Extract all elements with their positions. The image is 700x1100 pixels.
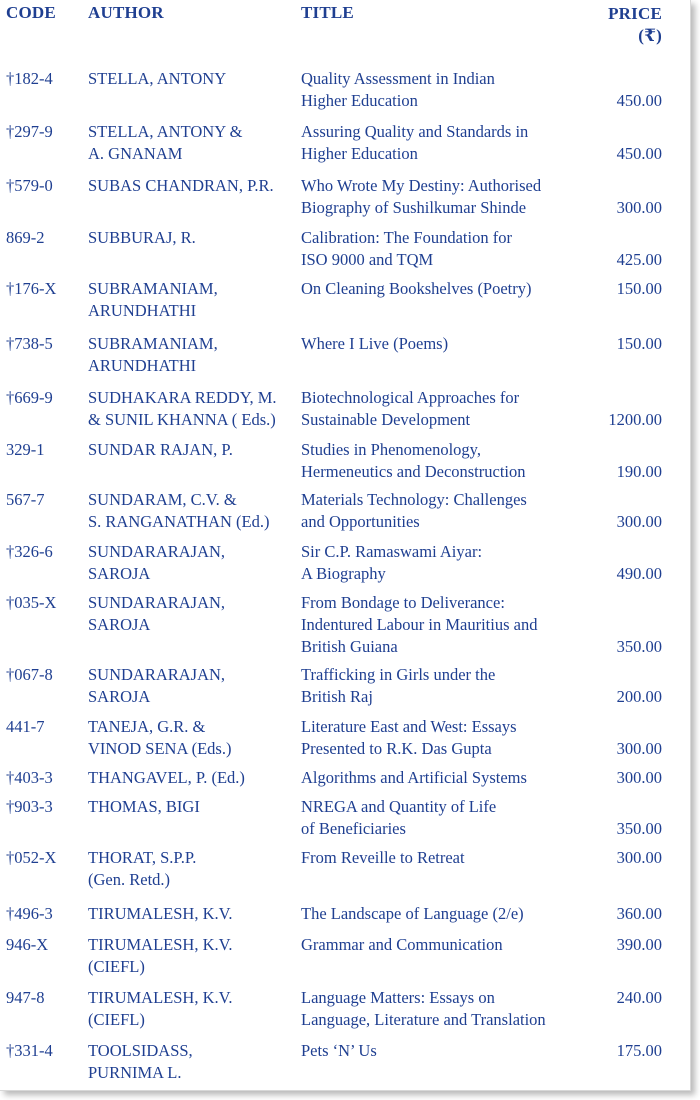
title-line: Language Matters: Essays on <box>301 988 495 1007</box>
book-title <box>301 1040 377 1062</box>
header-price-label: PRICE <box>608 4 662 23</box>
book-title <box>301 175 541 219</box>
author-line: TIRUMALESH, K.V. <box>88 988 233 1007</box>
title-line: Sir C.P. Ramaswami Aiyar: <box>301 542 483 561</box>
book-price: 490.00 <box>616 564 662 583</box>
header-price-currency: (₹) <box>638 26 662 45</box>
title-line: Indentured Labour in Mauritius and <box>301 615 538 634</box>
book-code: 946-X <box>6 935 49 954</box>
book-author <box>88 489 270 533</box>
book-code: †297-9 <box>6 122 53 141</box>
author-line: THOMAS, BIGI <box>88 797 200 816</box>
title-line: ISO 9000 and TQM <box>301 250 434 269</box>
author-line: VINOD SENA (Eds.) <box>88 739 232 758</box>
book-author <box>88 987 233 1031</box>
author-line: SUBBURAJ, R. <box>88 228 196 247</box>
book-author <box>88 767 245 789</box>
book-price: 150.00 <box>616 279 662 298</box>
author-line: STELLA, ANTONY & <box>88 122 243 141</box>
header-title: TITLE <box>301 3 354 22</box>
book-price: 425.00 <box>616 250 662 269</box>
book-price: 300.00 <box>616 739 662 758</box>
title-line: Materials Technology: Challenges <box>301 490 527 509</box>
book-code: †067-8 <box>6 665 53 684</box>
title-line: From Bondage to Deliverance: <box>301 593 505 612</box>
book-author <box>88 903 233 925</box>
title-line: Where I Live (Poems) <box>301 334 449 353</box>
author-line: SUNDARARAJAN, <box>88 542 226 561</box>
book-code: †903-3 <box>6 797 53 816</box>
book-code: 329-1 <box>6 440 45 459</box>
book-code: †326-6 <box>6 542 53 561</box>
author-line: SUBAS CHANDRAN, P.R. <box>88 176 274 195</box>
author-line: & SUNIL KHANNA ( Eds.) <box>88 410 276 429</box>
book-title <box>301 987 546 1031</box>
author-line: SAROJA <box>88 615 151 634</box>
author-line: SUNDARARAJAN, <box>88 665 226 684</box>
book-author <box>88 592 225 636</box>
book-code: †331-4 <box>6 1041 53 1060</box>
title-line: Biography of Sushilkumar Shinde <box>301 198 527 217</box>
author-line: SUNDARAM, C.V. & <box>88 490 237 509</box>
book-price: 450.00 <box>616 91 662 110</box>
book-author <box>88 796 200 818</box>
author-line: SUNDAR RAJAN, P. <box>88 440 233 459</box>
book-code: †052-X <box>6 848 57 867</box>
title-line: British Raj <box>301 687 373 706</box>
author-line: THORAT, S.P.P. <box>88 848 197 867</box>
author-line: (CIEFL) <box>88 957 145 976</box>
book-price: 240.00 <box>616 988 662 1007</box>
book-price: 350.00 <box>616 637 662 656</box>
title-line: Higher Education <box>301 144 418 163</box>
title-line: British Guiana <box>301 637 398 656</box>
book-author <box>88 227 196 249</box>
book-author <box>88 439 233 461</box>
title-line: Algorithms and Artificial Systems <box>301 768 527 787</box>
book-title <box>301 934 503 956</box>
book-title <box>301 664 495 708</box>
book-title <box>301 489 527 533</box>
book-title <box>301 227 512 271</box>
book-price: 190.00 <box>616 462 662 481</box>
title-line: Higher Education <box>301 91 418 110</box>
title-line: Who Wrote My Destiny: Authorised <box>301 176 542 195</box>
book-author <box>88 934 233 978</box>
author-line: STELLA, ANTONY <box>88 69 227 88</box>
title-line: A Biography <box>301 564 386 583</box>
author-line: TOOLSIDASS, <box>88 1041 193 1060</box>
book-title <box>301 278 532 300</box>
title-line: Literature East and West: Essays <box>301 717 517 736</box>
title-line: Language, Literature and Translation <box>301 1010 546 1029</box>
book-title <box>301 592 537 658</box>
title-line: Biotechnological Approaches for <box>301 388 520 407</box>
book-price: 300.00 <box>616 512 662 531</box>
title-line: Studies in Phenomenology, <box>301 440 481 459</box>
author-line: ARUNDHATHI <box>88 356 197 375</box>
book-price: 390.00 <box>616 935 662 954</box>
book-title <box>301 387 519 431</box>
author-line: PURNIMA L. <box>88 1063 182 1082</box>
book-title <box>301 68 495 112</box>
header-price <box>600 3 662 47</box>
title-line: and Opportunities <box>301 512 420 531</box>
header-code: CODE <box>6 3 56 22</box>
book-code: †738-5 <box>6 334 53 353</box>
book-author <box>88 333 218 377</box>
book-code: †579-0 <box>6 176 53 195</box>
title-line: Trafficking in Girls under the <box>301 665 496 684</box>
book-title <box>301 796 496 840</box>
author-line: A. GNANAM <box>88 144 183 163</box>
header-author: AUTHOR <box>88 3 164 22</box>
book-code: 869-2 <box>6 228 45 247</box>
book-code: †669-9 <box>6 388 53 407</box>
book-title <box>301 121 528 165</box>
author-line: SUBRAMANIAM, <box>88 334 218 353</box>
book-author <box>88 541 225 585</box>
book-price: 1200.00 <box>608 410 662 429</box>
book-title <box>301 847 465 869</box>
author-line: TANEJA, G.R. & <box>88 717 206 736</box>
title-line: NREGA and Quantity of Life <box>301 797 497 816</box>
author-line: SUNDARARAJAN, <box>88 593 226 612</box>
author-line: TIRUMALESH, K.V. <box>88 935 233 954</box>
book-price: 175.00 <box>616 1041 662 1060</box>
book-author <box>88 121 242 165</box>
book-author <box>88 175 274 197</box>
author-line: SUBRAMANIAM, <box>88 279 218 298</box>
author-line: THANGAVEL, P. (Ed.) <box>88 768 245 787</box>
author-line: SAROJA <box>88 687 151 706</box>
title-line: From Reveille to Retreat <box>301 848 465 867</box>
book-price: 300.00 <box>616 768 662 787</box>
book-code: 441-7 <box>6 717 45 736</box>
book-author <box>88 664 225 708</box>
title-line: Pets ‘N’ Us <box>301 1041 377 1060</box>
book-code: 567-7 <box>6 490 45 509</box>
title-line: Presented to R.K. Das Gupta <box>301 739 492 758</box>
title-line: Assuring Quality and Standards in <box>301 122 529 141</box>
book-title <box>301 439 526 483</box>
book-title <box>301 767 527 789</box>
book-price: 200.00 <box>616 687 662 706</box>
book-code: †182-4 <box>6 69 53 88</box>
author-line: (Gen. Retd.) <box>88 870 171 889</box>
title-line: The Landscape of Language (2/e) <box>301 904 524 923</box>
book-price: 300.00 <box>616 198 662 217</box>
title-line: Grammar and Communication <box>301 935 503 954</box>
book-author <box>88 387 277 431</box>
book-code: †403-3 <box>6 768 53 787</box>
book-title <box>301 903 524 925</box>
book-title <box>301 333 448 355</box>
title-line: of Beneficiaries <box>301 819 406 838</box>
title-line: On Cleaning Bookshelves (Poetry) <box>301 279 532 298</box>
author-line: ARUNDHATHI <box>88 301 197 320</box>
author-line: SAROJA <box>88 564 151 583</box>
title-line: Quality Assessment in Indian <box>301 69 495 88</box>
book-title <box>301 716 517 760</box>
book-price: 150.00 <box>616 334 662 353</box>
book-author <box>88 278 218 322</box>
book-author <box>88 1040 193 1084</box>
book-price: 450.00 <box>616 144 662 163</box>
author-line: TIRUMALESH, K.V. <box>88 904 233 923</box>
book-code: †035-X <box>6 593 57 612</box>
book-author <box>88 716 231 760</box>
title-line: Sustainable Development <box>301 410 471 429</box>
author-line: S. RANGANATHAN (Ed.) <box>88 512 270 531</box>
book-author <box>88 68 226 90</box>
book-code: †496-3 <box>6 904 53 923</box>
book-title <box>301 541 482 585</box>
title-line: Hermeneutics and Deconstruction <box>301 462 526 481</box>
book-code: 947-8 <box>6 988 45 1007</box>
book-author <box>88 847 196 891</box>
book-code: †176-X <box>6 279 57 298</box>
book-price: 350.00 <box>616 819 662 838</box>
author-line: SUDHAKARA REDDY, M. <box>88 388 277 407</box>
author-line: (CIEFL) <box>88 1010 145 1029</box>
book-price: 360.00 <box>616 904 662 923</box>
book-price: 300.00 <box>616 848 662 867</box>
title-line: Calibration: The Foundation for <box>301 228 512 247</box>
